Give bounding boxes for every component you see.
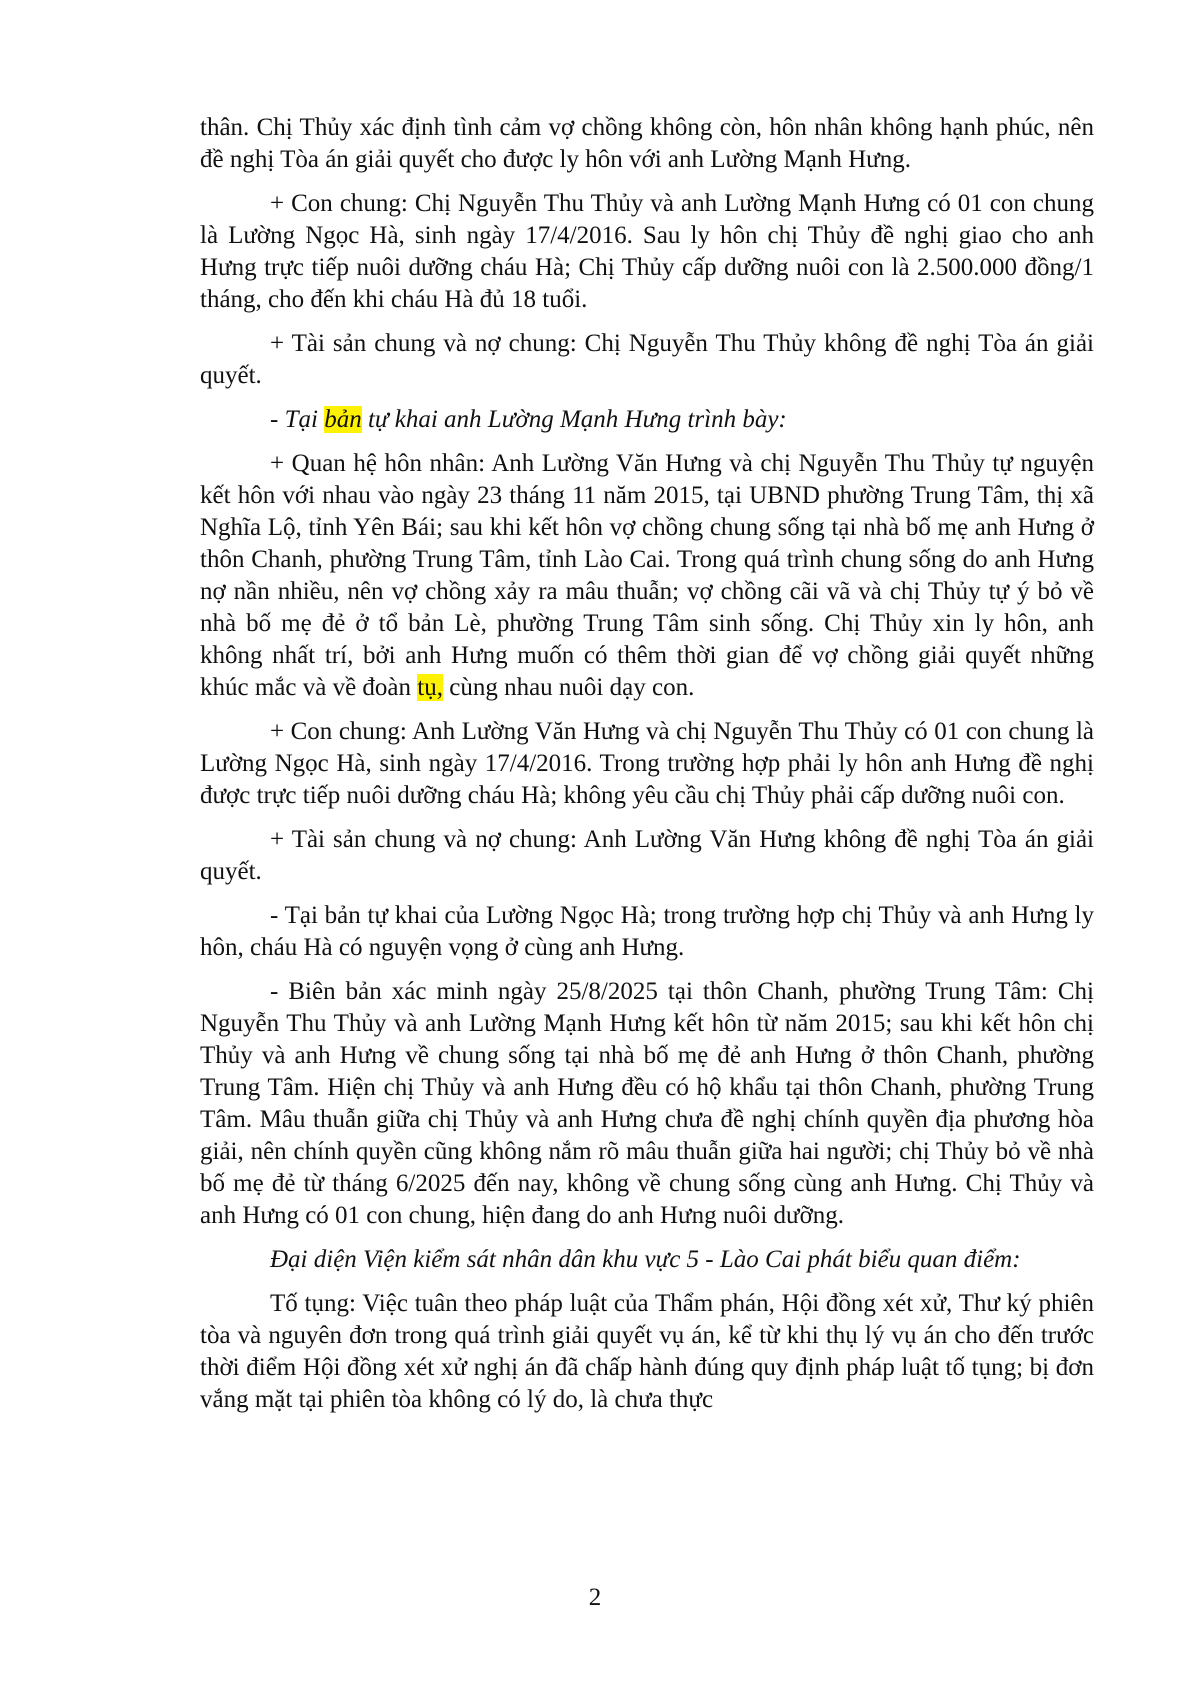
paragraph-verification-record: - Biên bản xác minh ngày 25/8/2025 tại thôn Chanh, phường Trung Tâm: Chị Nguyễn Thu Thủy và anh Lường Mạnh Hưng kết hôn từ năm 2015; sau khi kết hôn chị Thủy và anh Hưng về chung sống tại nhà bố mẹ đẻ anh Hưng ở thôn Chanh, phường Trung Tâm. Hiện chị Thủy và anh Hưng đều có hộ khẩu tại thôn Chanh, phường Trung Tâm. Mâu thuẫn giữa chị Thủy và anh Hưng chưa đề nghị chính quyền địa phương hòa giải, nên chính quyền cũng không nắm rõ mâu thuẫn giữa hai người; chị Thủy bỏ về nhà bố mẹ đẻ từ tháng 6/2025 đến nay, không về chung sống cùng anh Hưng. Chị Thủy và anh Hưng có 01 con chung, hiện đang do anh Hưng nuôi dưỡng. [200, 978, 1094, 1229]
text-segment: tự khai anh Lường Mạnh Hưng trình bày: [361, 406, 787, 433]
paragraph-defendant-statement-heading [200, 404, 1094, 436]
paragraph-marriage-relation [200, 448, 1094, 704]
paragraph-property-plaintiff: + Tài sản chung và nợ chung: Chị Nguyễn Thu Thủy không đề nghị Tòa án giải quyết. [200, 330, 1094, 389]
paragraph-child-plaintiff: + Con chung: Chị Nguyễn Thu Thủy và anh Lường Mạnh Hưng có 01 con chung là Lường Ngọc Hà, sinh ngày 17/4/2016. Sau ly hôn chị Thủy đề nghị giao cho anh Hưng trực tiếp nuôi dưỡng cháu Hà; Chị Thủy cấp dưỡng nuôi con là 2.500.000 đồng/1 tháng, cho đến khi cháu Hà đủ 18 tuổi. [200, 190, 1094, 313]
document-body [200, 112, 1094, 1428]
paragraph-child-defendant: + Con chung: Anh Lường Văn Hưng và chị Nguyễn Thu Thủy có 01 con chung là Lường Ngọc Hà, sinh ngày 17/4/2016. Trong trường hợp phải ly hôn anh Hưng đề nghị được trực tiếp nuôi dưỡng cháu Hà; không yêu cầu chị Thủy phải cấp dưỡng nuôi con. [200, 718, 1094, 809]
paragraph-procedure: Tố tụng: Việc tuân theo pháp luật của Thẩm phán, Hội đồng xét xử, Thư ký phiên tòa và nguyên đơn trong quá trình giải quyết vụ án, kể từ khi thụ lý vụ án cho đến trước thời điểm Hội đồng xét xử nghị án đã chấp hành đúng quy định pháp luật tố tụng; bị đơn vắng mặt tại phiên tòa không có lý do, là chưa thực [200, 1290, 1094, 1413]
paragraph-divorce-request: thân. Chị Thủy xác định tình cảm vợ chồng không còn, hôn nhân không hạnh phúc, nên đề nghị Tòa án giải quyết cho được ly hôn với anh Lường Mạnh Hưng. [200, 114, 1094, 173]
text-segment: cùng nhau nuôi dạy con. [442, 674, 695, 701]
paragraph-property-defendant: + Tài sản chung và nợ chung: Anh Lường Văn Hưng không đề nghị Tòa án giải quyết. [200, 826, 1094, 885]
text-segment: + Quan hệ hôn nhân: Anh Lường Văn Hưng và chị Nguyễn Thu Thủy tự nguyện kết hôn với nhau vào ngày 23 tháng 11 năm 2015, tại UBND phường Trung Tâm, thị xã Nghĩa Lộ, tỉnh Yên Bái; sau khi kết hôn vợ chồng chung sống tại nhà bố mẹ anh Hưng ở thôn Chanh, phường Trung Tâm, tỉnh Lào Cai. Trong quá trình chung sống do anh Hưng nợ nần nhiều, nên vợ chồng xảy ra mâu thuẫn; vợ chồng cãi vã và chị Thủy tự ý bỏ về nhà bố mẹ đẻ ở tổ bản Lè, phường Trung Tâm sinh sống. Chị Thủy xin ly hôn, anh không nhất trí, bởi anh Hưng muốn có thêm thời gian để vợ chồng giải quyết những khúc mắc và về đoàn [200, 450, 1094, 701]
page-number: 2 [588, 1584, 602, 1611]
paragraph-procuracy-heading: Đại diện Viện kiểm sát nhân dân khu vực 5 - Lào Cai phát biểu quan điểm: [270, 1246, 1021, 1273]
highlighted-word: tụ, [417, 674, 443, 701]
highlighted-word: bản [324, 406, 362, 433]
text-segment: - Tại [270, 406, 325, 433]
paragraph-child-statement: - Tại bản tự khai của Lường Ngọc Hà; trong trường hợp chị Thủy và anh Hưng ly hôn, cháu Hà có nguyện vọng ở cùng anh Hưng. [200, 902, 1094, 961]
